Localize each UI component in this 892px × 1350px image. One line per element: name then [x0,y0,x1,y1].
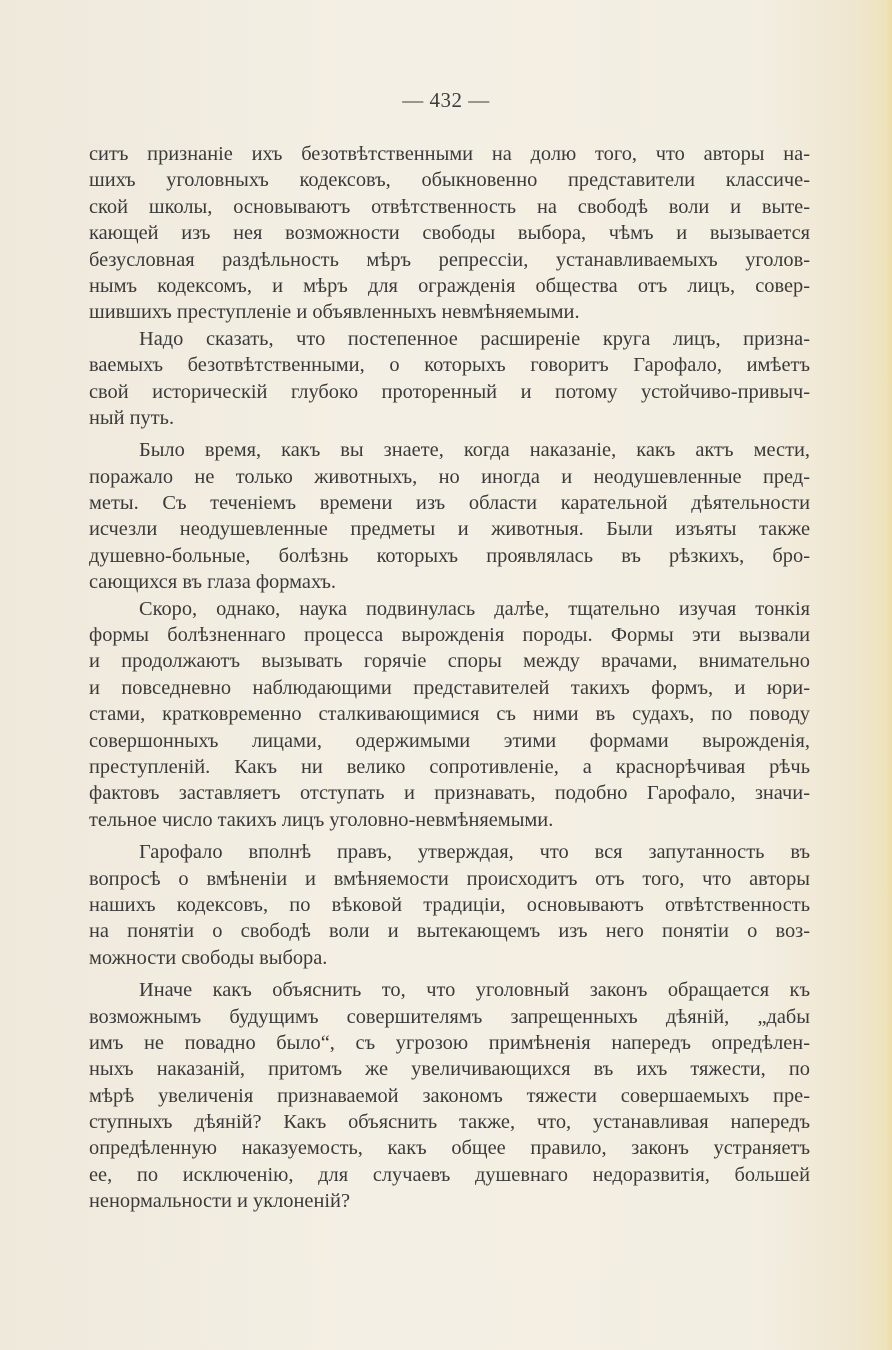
paragraph-4 [89,596,810,834]
text-line: меты. Съ теченіемъ времени изъ области карательной дѣятельности [89,492,810,515]
text-line: на понятіи о свободѣ воли и вытекающемъ изъ него понятіи о воз- [89,920,810,943]
page-edge [886,0,892,1350]
text-line: ступныхъ дѣяній? Какъ объяснить также, что, устанавливая напередъ [89,1111,810,1134]
text-line: преступленій. Какъ ни велико сопротивленіе, а краснорѣчивая рѣчь [89,755,810,778]
text-line: Надо сказать, что постепенное расширеніе круга лицъ, призна- [139,327,810,350]
text-line: кающей изъ нея возможности свободы выбора, чѣмъ и вызывается [89,222,810,245]
text-line: шихъ уголовныхъ кодексовъ, обыкновенно представители классиче- [89,169,810,192]
text-line: стами, кратковременно сталкивающимися съ ними въ судахъ, по поводу [89,703,810,726]
body-text [89,141,810,1215]
text-line: исчезли неодушевленные предметы и животныя. Были изъяты также [89,518,810,541]
text-line: душевно-больные, болѣзнь которыхъ проявлялась въ рѣзкихъ, бро- [89,544,810,567]
text-line: имъ не повадно было“, съ угрозою примѣненія напередъ опредѣлен- [89,1031,810,1054]
paragraph-3 [89,437,810,595]
paragraph-1 [89,141,810,326]
text-line: формы болѣзненнаго процесса вырожденія породы. Формы эти вызвали [89,624,810,647]
page-number: — 432 — [402,88,490,112]
paragraph-2 [89,326,810,432]
text-line: фактовъ заставляетъ отступать и признавать, подобно Гарофало, значи- [89,782,810,805]
text-line: нымъ кодексомъ, и мѣръ для огражденія общества отъ лицъ, совер- [89,274,810,297]
text-line: совершонныхъ лицами, одержимыми этими формами вырожденія, [89,729,810,752]
text-line: Гарофало вполнѣ правъ, утверждая, что вся запутанность въ [139,841,810,864]
text-line: и продолжаютъ вызывать горячіе споры между врачами, внимательно [89,650,810,673]
text-line: Было время, какъ вы знаете, когда наказаніе, какъ актъ мести, [139,439,810,462]
text-line: опредѣленную наказуемость, какъ общее правило, законъ устраняетъ [89,1137,810,1160]
text-line: безусловная раздѣльность мѣръ репрессіи, устанавливаемыхъ уголов- [89,248,810,271]
text-line: сающихся въ глаза формахъ. [89,571,337,594]
text-line: вопросѣ о вмѣненіи и вмѣняемости происходитъ отъ того, что авторы [89,867,810,890]
text-line: шившихъ преступленіе и объявленныхъ невмѣняемыми. [89,301,580,324]
text-line: мѣрѣ увеличенія признаваемой закономъ тяжести совершаемыхъ пре- [89,1084,810,1107]
text-line: Иначе какъ объяснить то, что уголовный законъ обращается къ [139,979,810,1002]
text-line: нашихъ кодексовъ, по вѣковой традиціи, основываютъ отвѣтственность [89,893,810,916]
text-line: ный путь. [89,406,175,429]
text-line: ныхъ наказаній, притомъ же увеличивающихся въ ихъ тяжести, по [89,1058,810,1081]
text-line: Скоро, однако, наука подвинулась далѣе, тщательно изучая тонкія [139,597,810,620]
text-line: возможнымъ будущимъ совершителямъ запрещенныхъ дѣяній, „дабы [89,1005,810,1028]
text-line: можности свободы выбора. [89,946,328,969]
text-line: и повседневно наблюдающими представителей такихъ формъ, и юри- [89,676,810,699]
text-line: ее, по исключенію, для случаевъ душевнаго недоразвитія, большей [89,1163,810,1186]
text-line: ненормальности и уклоненій? [89,1190,350,1213]
text-line: ваемыхъ безотвѣтственными, о которыхъ говоритъ Гарофало, имѣетъ [89,354,810,377]
paragraph-5 [89,839,810,971]
text-line: тельное число такихъ лицъ уголовно-невмѣняемыми. [89,808,554,831]
paragraph-6 [89,977,810,1215]
text-line: свой историческій глубоко проторенный и потому устойчиво-привыч- [89,380,810,403]
text-line: поражало не только животныхъ, но иногда и неодушевленные пред- [89,465,810,488]
text-line: ситъ признаніе ихъ безотвѣтственными на долю того, что авторы на- [89,143,810,165]
text-line: ской школы, основываютъ отвѣтственность на свободѣ воли и выте- [89,195,810,218]
